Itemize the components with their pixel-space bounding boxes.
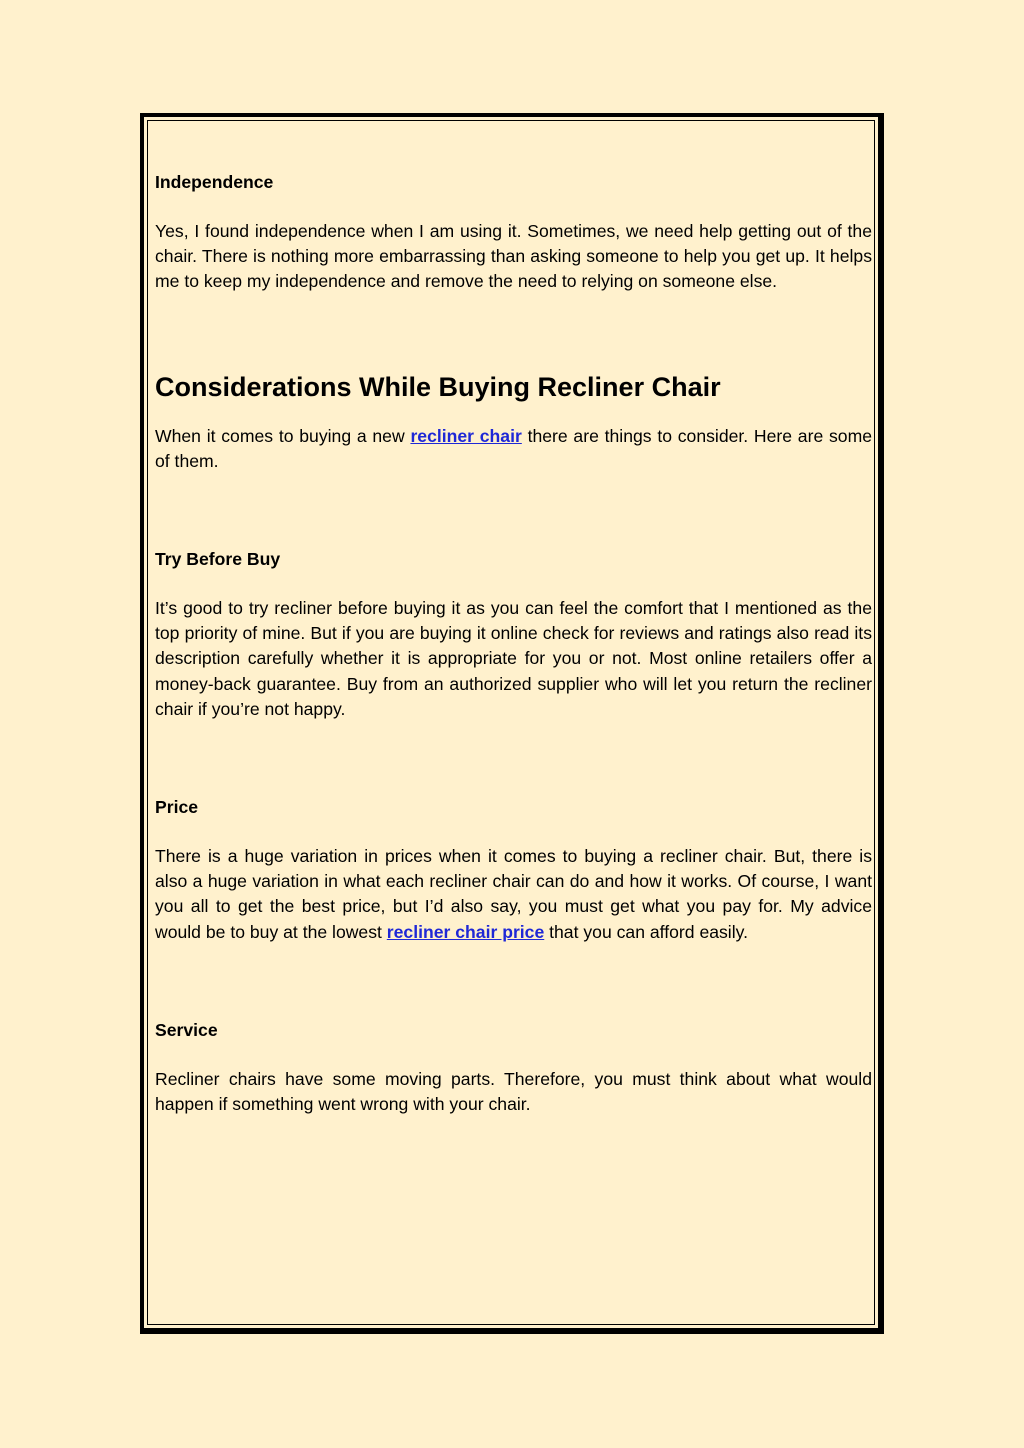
paragraph-considerations <box>155 424 872 474</box>
paragraph-try-before-buy: It’s good to try recliner before buying it as you can feel the comfort that I mentioned as the top priority of mine. But if you are buying it online check for reviews and ratings also read its description carefully whether it is appropriate for you or not. Most online retailers offer a money-back guarantee. Buy from an authorized supplier who will let you return the recliner chair if you’re not happy. <box>155 598 872 719</box>
heading-price: Price <box>155 797 199 818</box>
document-content <box>155 170 872 1117</box>
paragraph-price-text-2: that you can afford easily. <box>544 921 749 942</box>
heading-try-before-buy: Try Before Buy <box>155 549 281 570</box>
heading-independence: Independence <box>155 172 274 192</box>
heading-considerations: Considerations While Buying Recliner Chair <box>155 371 721 402</box>
paragraph-service: Recliner chairs have some moving parts. Therefore, you must think about what would happen if something went wrong with your chair. <box>155 1068 872 1115</box>
paragraph-price <box>155 844 872 945</box>
recliner-chair-price-link[interactable]: recliner chair price <box>386 921 545 942</box>
heading-service: Service <box>155 1019 218 1040</box>
paragraph-price-text-1: There is a huge variation in prices when it comes to buying a recliner chair. But, there is also a huge variation in what each recliner chair can do and how it works. Of course, I want you all to get the best price, but I’d also say, you must get what you pay for. My advice would be to buy at the lowest <box>155 846 872 942</box>
paragraph-considerations-text-2: there are things to consider. Here are some of them. <box>155 425 873 471</box>
paragraph-independence: Yes, I found independence when I am using it. Sometimes, we need help getting out of the chair. There is nothing more embarrassing than asking someone to help you get up. It helps me to keep my independence and remove the need to relying on someone else. <box>155 221 872 292</box>
recliner-chair-link[interactable]: recliner chair <box>410 425 522 446</box>
paragraph-considerations-text-1: When it comes to buying a new <box>155 425 411 446</box>
